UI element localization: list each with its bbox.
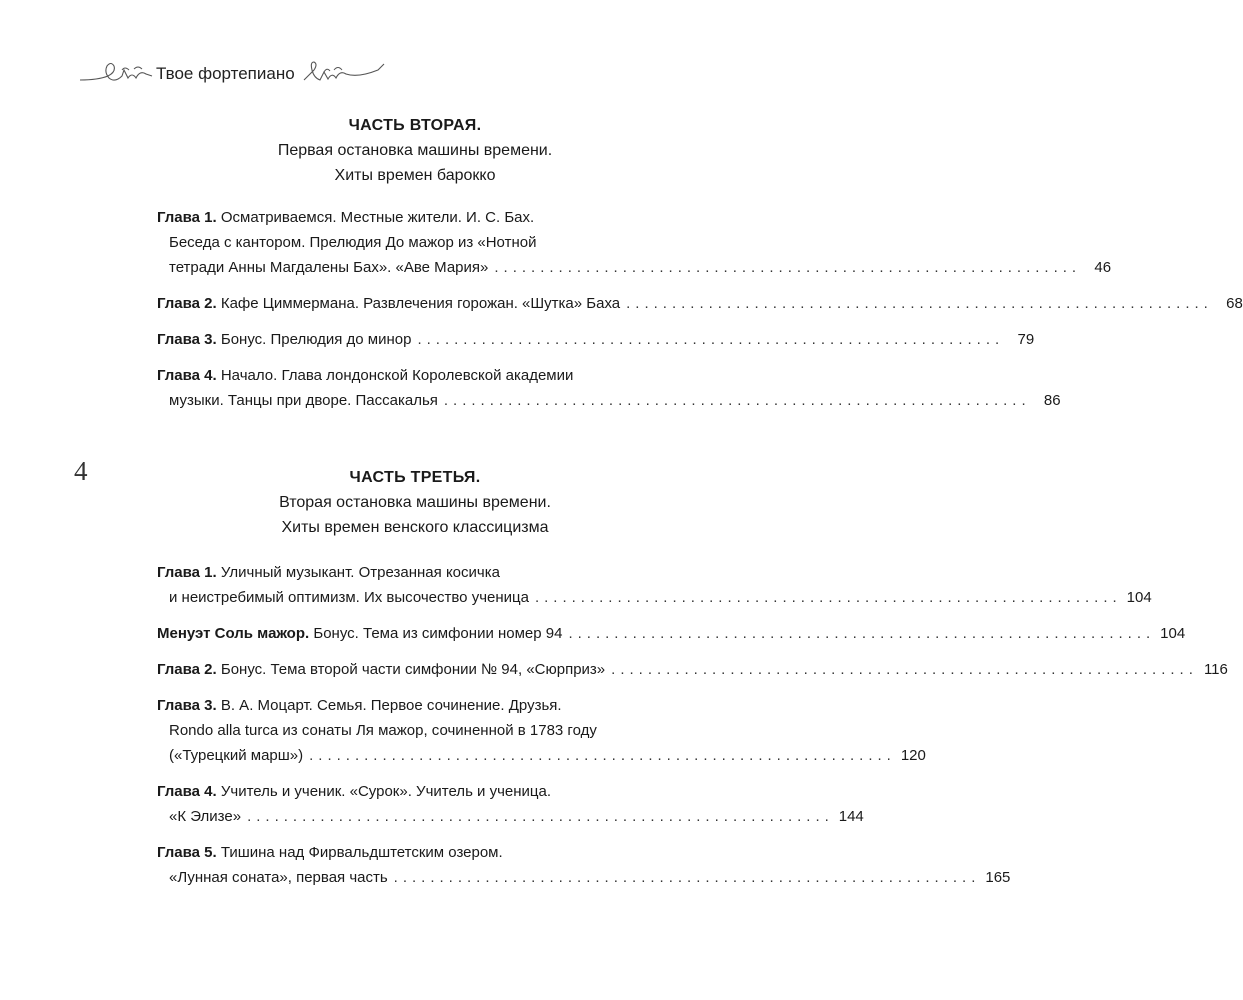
entry-page: 104 <box>1126 589 1152 606</box>
entry-label: Глава 3. <box>157 697 217 714</box>
dot-leader: ................................................................ <box>247 808 834 825</box>
entry-page: 68 <box>1226 295 1243 312</box>
entry-label: Глава 1. <box>157 564 217 581</box>
entry-text: Тишина над Фирвальдштетским озером. <box>220 844 503 861</box>
entry-text: Беседа с кантором. Прелюдия До мажор из «Нотной <box>169 234 537 251</box>
part-two-heading <box>155 114 675 188</box>
toc-entry[interactable] <box>157 657 1228 682</box>
part-subtitle: Хиты времен венского классицизма <box>281 519 549 536</box>
entry-text: «Лунная соната», первая часть <box>169 869 388 886</box>
dot-leader: ................................................................ <box>417 331 1005 348</box>
entry-text: Кафе Циммермана. Развлечения горожан. «Шутка» Баха <box>220 295 621 312</box>
entry-label: Глава 2. <box>157 661 217 678</box>
dot-leader: ................................................................ <box>494 259 1082 276</box>
entry-page: 79 <box>1017 331 1035 348</box>
entry-page: 165 <box>985 869 1011 886</box>
entry-text: «К Элизе» <box>169 808 242 825</box>
part-title: ЧАСТЬ ТРЕТЬЯ. <box>349 469 481 486</box>
entry-page: 120 <box>900 747 926 764</box>
entry-text: Бонус. Тема второй части симфонии № 94, «Сюрприз» <box>220 661 606 678</box>
entry-text: Бонус. Прелюдия до минор <box>220 331 412 348</box>
entry-text: тетради Анны Магдалены Бах». «Аве Мария» <box>169 259 489 276</box>
entry-page: 46 <box>1094 259 1112 276</box>
part-subtitle: Хиты времен барокко <box>334 167 496 184</box>
entry-label: Глава 5. <box>157 844 217 861</box>
entry-label: Глава 3. <box>157 331 217 348</box>
entry-label: Глава 1. <box>157 209 217 226</box>
entry-label: Глава 2. <box>157 295 217 312</box>
toc-entry[interactable] <box>157 327 1035 352</box>
entry-text: Rondo alla turca из сонаты Ля мажор, сочиненной в 1783 году <box>169 722 597 739</box>
entry-text: и неистребимый оптимизм. Их высочество ученица <box>169 589 529 606</box>
part-three-toc <box>157 560 1228 901</box>
dot-leader: ................................................................ <box>568 625 1156 642</box>
header-title: Твое фортепиано <box>153 64 298 84</box>
entry-text: Бонус. Тема из симфонии номер 94 <box>313 625 563 642</box>
entry-page: 144 <box>838 808 864 825</box>
running-header <box>78 52 388 92</box>
dot-leader: ................................................................ <box>626 295 1213 312</box>
page-number: 4 <box>74 456 88 486</box>
toc-entry[interactable] <box>157 779 864 829</box>
entry-text: В. А. Моцарт. Семья. Первое сочинение. Друзья. <box>220 697 562 714</box>
entry-text: Уличный музыкант. Отрезанная косичка <box>220 564 500 581</box>
entry-page: 86 <box>1043 392 1061 409</box>
entry-text: Учитель и ученик. «Сурок». Учитель и ученица. <box>220 783 552 800</box>
entry-text: Осматриваемся. Местные жители. И. С. Бах. <box>220 209 535 226</box>
dot-leader: ................................................................ <box>611 661 1198 678</box>
toc-entry[interactable] <box>157 205 1112 280</box>
entry-label: Менуэт Соль мажор. <box>157 625 310 642</box>
dot-leader: ................................................................ <box>443 392 1031 409</box>
dot-leader: ................................................................ <box>534 589 1122 606</box>
entry-label: Глава 4. <box>157 783 217 800</box>
toc-entry[interactable] <box>157 560 1152 610</box>
dot-leader: ................................................................ <box>393 869 981 886</box>
toc-entry[interactable] <box>157 621 1186 646</box>
entry-page: 104 <box>1160 625 1186 642</box>
entry-text: Начало. Глава лондонской Королевской академии <box>220 367 574 384</box>
part-subtitle: Вторая остановка машины времени. <box>279 494 551 511</box>
entry-page: 116 <box>1203 661 1228 678</box>
part-two-toc <box>157 205 1243 424</box>
toc-entry[interactable] <box>157 840 1011 890</box>
part-subtitle: Первая остановка машины времени. <box>277 142 553 159</box>
entry-text: музыки. Танцы при дворе. Пассакалья <box>169 392 438 409</box>
entry-label: Глава 4. <box>157 367 217 384</box>
part-title: ЧАСТЬ ВТОРАЯ. <box>348 117 482 134</box>
toc-entry[interactable] <box>157 363 1061 413</box>
toc-entry[interactable] <box>157 291 1243 316</box>
toc-entry[interactable] <box>157 693 926 768</box>
part-three-heading <box>155 466 675 540</box>
dot-leader: ................................................................ <box>309 747 896 764</box>
entry-text: («Турецкий марш») <box>169 747 304 764</box>
